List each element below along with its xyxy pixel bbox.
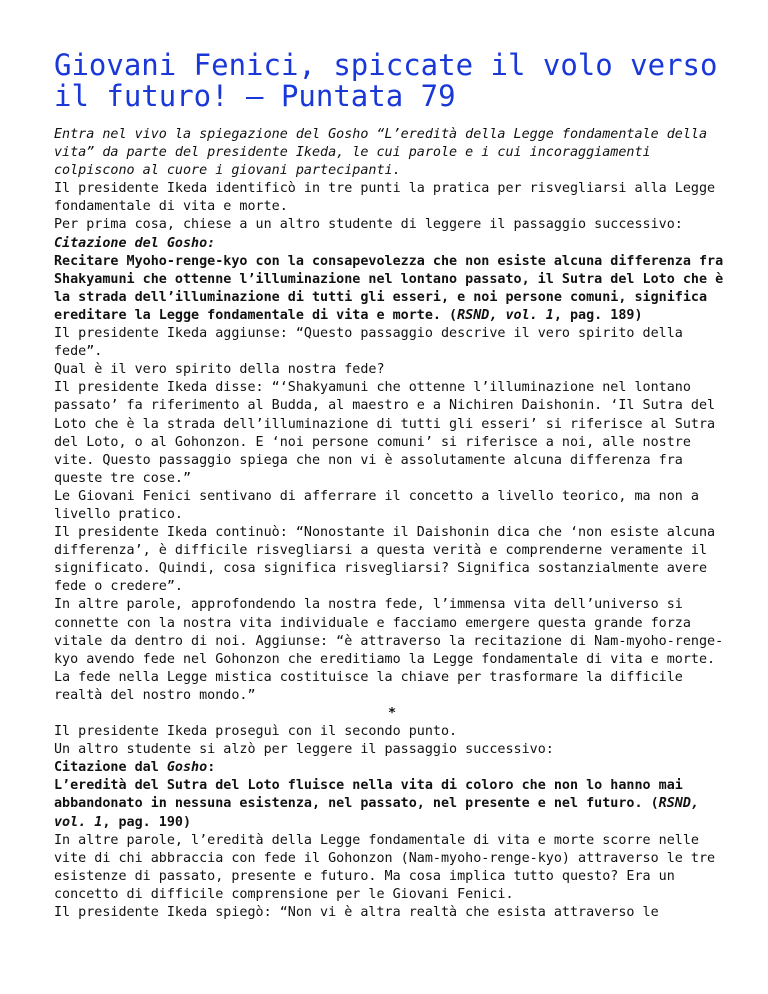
quote-text: Recitare Myoho-renge-kyo con la consapevolezza che non esiste alcuna differenza fra Shakyamuni che ottenne l’illuminazione nel lontano passato, il Sutra del Loto che è la strada dell’illuminazione di tutti gli esseri, e noi persone comuni, significa ereditare la Legge fondamentale di vita e morte. [54, 253, 724, 323]
paragraph: In altre parole, l’eredità della Legge fondamentale di vita e morte scorre nelle vite di chi abbraccia con fede il Gohonzon (Nam-myoho-renge-kyo) attraverso le tre esistenze di passato, presente e futuro. Ma cosa implica tutto questo? Era un concetto di difficile comprensione per le Giovani Fenici. [54, 832, 716, 902]
paragraph: Le Giovani Fenici sentivano di afferrare il concetto a livello teorico, ma non a livello pratico. [54, 488, 699, 522]
paragraph: Il presidente Ikeda aggiunse: “Questo passaggio descrive il vero spirito della fede”. [54, 326, 683, 360]
page-title: Giovani Fenici, spiccate il volo verso il futuro! – Puntata 79 [54, 48, 718, 113]
paragraph: Qual è il vero spirito della nostra fede? [54, 362, 385, 378]
paragraph: Un altro studente si alzò per leggere il passaggio successivo: [54, 742, 554, 758]
quote-label: Citazione dal Gosho: [54, 760, 216, 776]
paragraph: Il presidente Ikeda proseguì con il secondo punto. [54, 724, 458, 740]
quote-reference: (RSND, vol. 1, pag. 190) [54, 796, 699, 830]
paragraph: Il presidente Ikeda identificò in tre punti la pratica per risvegliarsi alla Legge fondamentale di vita e morte. [54, 181, 716, 215]
paragraph: Il presidente Ikeda disse: “‘Shakyamuni che ottenne l’illuminazione nel lontano passato’ fa riferimento al Budda, al maestro e a Nichiren Daishonin. ‘Il Sutra del Loto che è la strada dell’illuminazione di tutti gli esseri’ si riferisce al Sutra del Loto, o al Gohonzon. E ‘noi persone comuni’ si riferisce a noi, alle nostre vite. Questo passaggio spiega che non vi è assolutamente alcuna differenza fra queste tre cose.” [54, 380, 716, 486]
paragraph: In altre parole, approfondendo la nostra fede, l’immensa vita dell’universo si connette con la nostra vita individuale e facciamo emergere questa grande forza vitale da dentro di noi. Aggiunse: “è attraverso la recitazione di Nam-myoho-renge-kyo avendo fede nel Gohonzon che ereditiamo la Legge fondamentale di vita e morte. La fede nella Legge mistica costituisce la chiave per trasformare la difficile realtà del nostro mondo.” [54, 597, 724, 703]
intro-paragraph: Entra nel vivo la spiegazione del Gosho “L’eredità della Legge fondamentale della vita” da parte del presidente Ikeda, le cui parole e i cui incoraggiamenti colpiscono al cuore i giovani partecipanti. [54, 127, 708, 179]
section-separator: * [387, 706, 397, 721]
gosho-quote [54, 777, 730, 831]
paragraph: Il presidente Ikeda continuò: “Nonostante il Daishonin dica che ‘non esiste alcuna differenza’, è difficile risvegliarsi a questa verità e comprenderne veramente il significato. Quindi, cosa significa risvegliarsi? Significa sostanzialmente avere fede o credere”. [54, 525, 716, 595]
paragraph: Il presidente Ikeda spiegò: “Non vi è altra realtà che esista attraverso le [54, 905, 659, 921]
gosho-quote [54, 253, 730, 325]
document-page [54, 50, 730, 922]
article-body [54, 126, 730, 922]
quote-label: Citazione del Gosho: [54, 235, 216, 251]
quote-text: L’eredità del Sutra del Loto fluisce nella vita di coloro che non lo hanno mai abbandonato in nessuna esistenza, nel passato, nel presente e nel futuro. [54, 778, 683, 812]
paragraph: Per prima cosa, chiese a un altro studente di leggere il passaggio successivo: [54, 217, 683, 233]
quote-reference: (RSND, vol. 1, pag. 189) [449, 307, 643, 323]
